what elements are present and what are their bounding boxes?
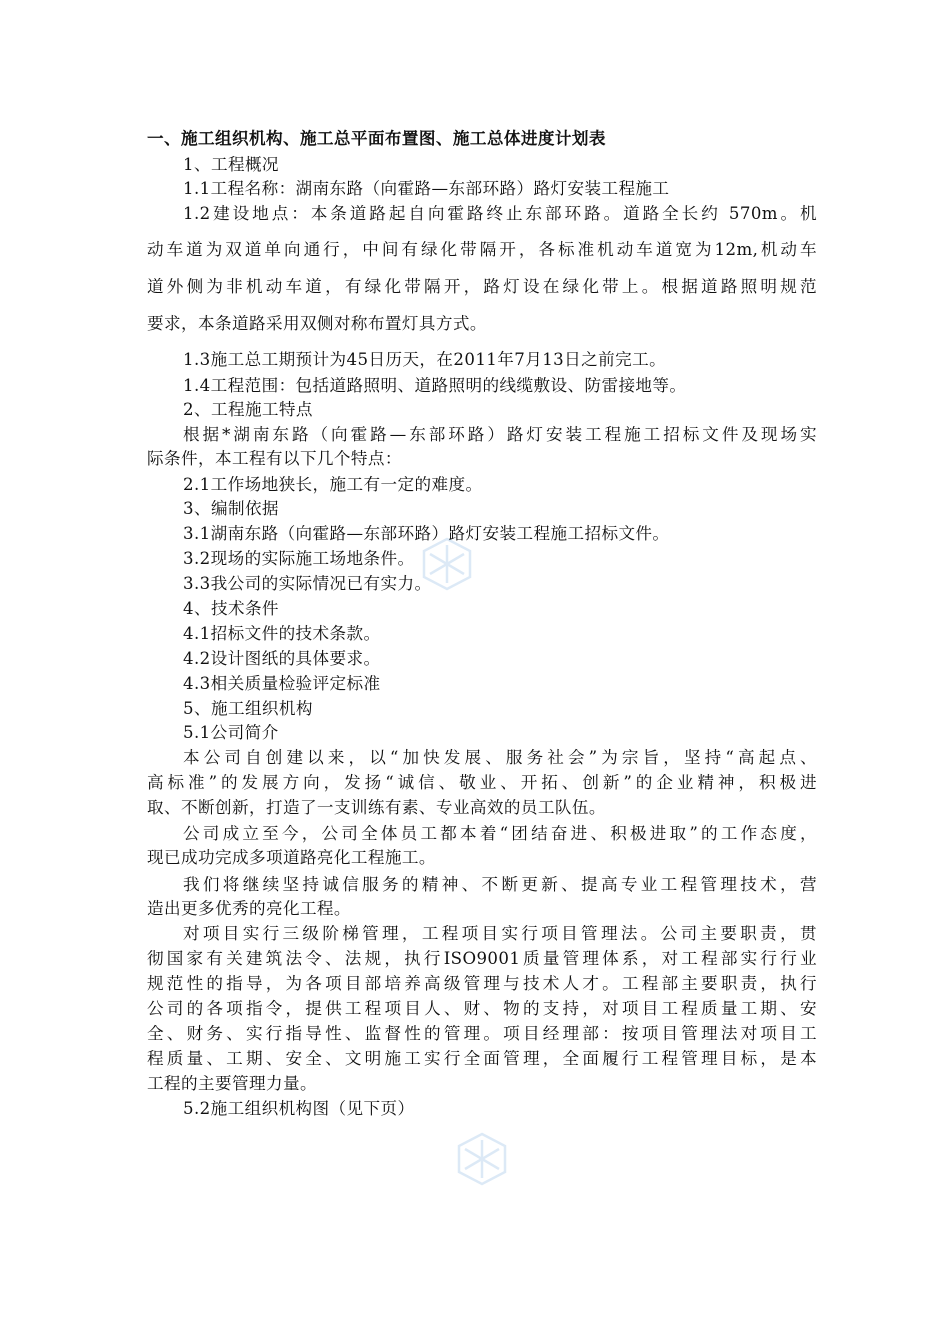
text-line: 道外侧为非机动车道，有绿化带隔开，路灯设在绿化带上。根据道路照明规范 bbox=[147, 277, 817, 296]
text-line: 工程的主要管理力量。 bbox=[147, 1074, 317, 1093]
text-line: 程质量、工期、安全、文明施工实行全面管理，全面履行工程管理目标，是本 bbox=[147, 1049, 817, 1068]
text-line: 际条件，本工程有以下几个特点： bbox=[147, 449, 402, 468]
text-line: 彻国家有关建筑法令、法规，执行ISO9001质量管理体系，对工程部实行行业 bbox=[147, 949, 817, 968]
text-line: 4.1招标文件的技术条款。 bbox=[183, 624, 381, 643]
text-line: 规范性的指导，为各项目部培养高级管理与技术人才。工程部主要职责，执行 bbox=[147, 974, 817, 993]
text-line: 本公司自创建以来，以“加快发展、服务社会”为宗旨，坚持“高起点、 bbox=[183, 748, 817, 767]
text-line: 高标准”的发展方向，发扬“诚信、敬业、开拓、创新”的企业精神，积极进 bbox=[147, 773, 817, 792]
snowflake-watermark-icon bbox=[420, 537, 474, 591]
text-line: 公司的各项指令，提供工程项目人、财、物的支持，对项目工程质量工期、安 bbox=[147, 999, 817, 1018]
text-line: 5.2施工组织机构图（见下页） bbox=[183, 1099, 415, 1118]
text-line: 1.4工程范围：包括道路照明、道路照明的线缆敷设、防雷接地等。 bbox=[183, 376, 687, 395]
text-line: 1、工程概况 bbox=[183, 155, 279, 174]
text-line: 我们将继续坚持诚信服务的精神、不断更新、提高专业工程管理技术，营 bbox=[183, 875, 817, 894]
text-line: 5.1公司简介 bbox=[183, 723, 279, 742]
text-line: 3.2现场的实际施工场地条件。 bbox=[183, 549, 415, 568]
text-line: 5、施工组织机构 bbox=[183, 699, 313, 718]
text-line: 1.3施工总工期预计为45日历天，在2011年7月13日之前完工。 bbox=[183, 350, 667, 369]
text-line: 4.3相关质量检验评定标准 bbox=[183, 674, 381, 693]
text-line: 造出更多优秀的亮化工程。 bbox=[147, 899, 351, 918]
text-line: 要求，本条道路采用双侧对称布置灯具方式。 bbox=[147, 314, 487, 333]
text-line: 取、不断创新，打造了一支训练有素、专业高效的员工队伍。 bbox=[147, 798, 606, 817]
text-line: 4、技术条件 bbox=[183, 599, 279, 618]
text-line: 3.3我公司的实际情况已有实力。 bbox=[183, 574, 432, 593]
text-line: 3、编制依据 bbox=[183, 499, 279, 518]
text-line: 2.1工作场地狭长，施工有一定的难度。 bbox=[183, 475, 483, 494]
text-line: 3.1湖南东路（向霍路—东部环路）路灯安装工程施工招标文件。 bbox=[183, 524, 670, 543]
section-heading: 一、施工组织机构、施工总平面布置图、施工总体进度计划表 bbox=[147, 129, 606, 148]
text-line: 动车道为双道单向通行，中间有绿化带隔开，各标准机动车道宽为12m,机动车 bbox=[147, 240, 817, 259]
snowflake-watermark-icon bbox=[455, 1132, 509, 1186]
text-line: 1.2建设地点：本条道路起自向霍路终止东部环路。道路全长约 570m。机 bbox=[183, 204, 817, 223]
text-line: 4.2设计图纸的具体要求。 bbox=[183, 649, 381, 668]
text-line: 对项目实行三级阶梯管理，工程项目实行项目管理法。公司主要职责，贯 bbox=[183, 924, 817, 943]
text-line: 1.1工程名称：湖南东路（向霍路—东部环路）路灯安装工程施工 bbox=[183, 179, 670, 198]
text-line: 公司成立至今，公司全体员工都本着“团结奋进、积极进取”的工作态度， bbox=[183, 824, 817, 843]
text-line: 全、财务、实行指导性、监督性的管理。项目经理部：按项目管理法对项目工 bbox=[147, 1024, 817, 1043]
text-line: 根据*湖南东路（向霍路—东部环路）路灯安装工程施工招标文件及现场实 bbox=[183, 425, 817, 444]
text-line: 2、工程施工特点 bbox=[183, 400, 313, 419]
text-line: 现已成功完成多项道路亮化工程施工。 bbox=[147, 848, 436, 867]
